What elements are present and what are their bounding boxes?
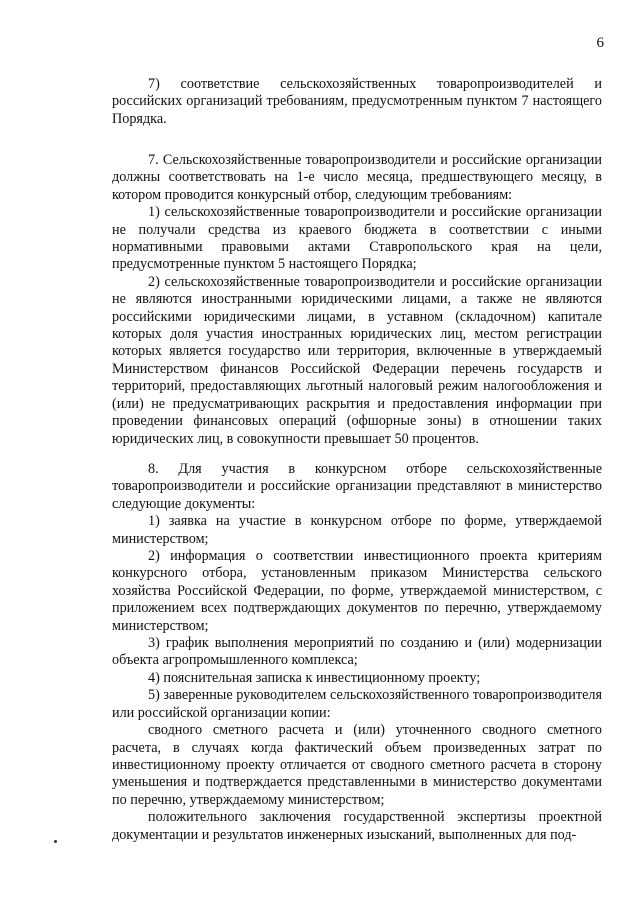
paragraph-section-8-item-2: 2) информация о соответствии инвестиционного проекта критериям конкурсного отбора, установленным приказом Министерства сельского хозяйства Российской Федерации, по форме, утверждаемой министерством, с приложением всех подтверждающих документов по перечню, утверждаемому министерством; [112,548,602,634]
paragraph-section-8-item-4: 4) пояснительная записка к инвестиционному проекту; [148,669,481,686]
paragraph-section-8-item-5-a: сводного сметного расчета и (или) уточненного сводного сметного расчета, в случаях когда фактический объем произведенных затрат по инвестиционному проекту отличается от сводного сметного расчета в сторону уменьшения и подтверждается представленными в министерство документами по перечню, утверждаемому министерством; [112,722,602,808]
paragraph-section-8-item-5: 5) заверенные руководителем сельскохозяйственного товаропроизводителя или российской организации копии: [112,687,602,721]
paragraph-section-8-item-3: 3) график выполнения мероприятий по созданию и (или) модернизации объекта агропромышленного комплекса; [112,635,602,669]
paragraph-section-8-item-5-b: положительного заключения государственной экспертизы проектной документации и результатов инженерных изысканий, выполненных для под- [112,809,602,843]
paragraph-section-7-item-1: 1) сельскохозяйственные товаропроизводители и российские организации не получали средства из краевого бюджета в соответствии с иными нормативными правовыми актами Ставропольского края на цели, предусмотренные пунктом 5 настоящего Порядка; [112,204,602,273]
paragraph-section-7: 7. Сельскохозяйственные товаропроизводители и российские организации должны соответствовать на 1-е число месяца, предшествующего месяцу, в котором проводится конкурсный отбор, следующим требованиям: [112,152,602,203]
paragraph-section-7-item-2: 2) сельскохозяйственные товаропроизводители и российские организации не являются иностранными юридическими лицами, а также не являются российскими юридическими лицами, в уставном (складочном) капитале которых доля участия иностранных юридических лиц, местом регистрации которых является государство или территория, включенные в утверждаемый Министерством финансов Российской Федерации перечень государств и территорий, предоставляющих льготный налоговый режим налогообложения и (или) не предусматривающих раскрытия и предоставления информации при проведении финансовых операций (офшорные зоны) в отношении таких юридических лиц, в совокупности превышает 50 процентов. [112,273,602,447]
text-block-section-8 [112,461,602,844]
scan-speck [54,840,57,843]
paragraph-section-8-item-1: 1) заявка на участие в конкурсном отборе по форме, утверждаемой министерством; [112,513,602,547]
text-block-section-7 [112,152,602,448]
paragraph-item-7-requirement: 7) соответствие сельскохозяйственных товаропроизводителей и российских организаций требованиям, предусмотренным пунктом 7 настоящего Порядка. [112,76,602,127]
page-number: 6 [596,35,604,51]
text-block-1 [112,76,602,128]
paragraph-section-8: 8. Для участия в конкурсном отборе сельскохозяйственные товаропроизводители и российские организации представляют в министерство следующие документы: [112,461,602,512]
